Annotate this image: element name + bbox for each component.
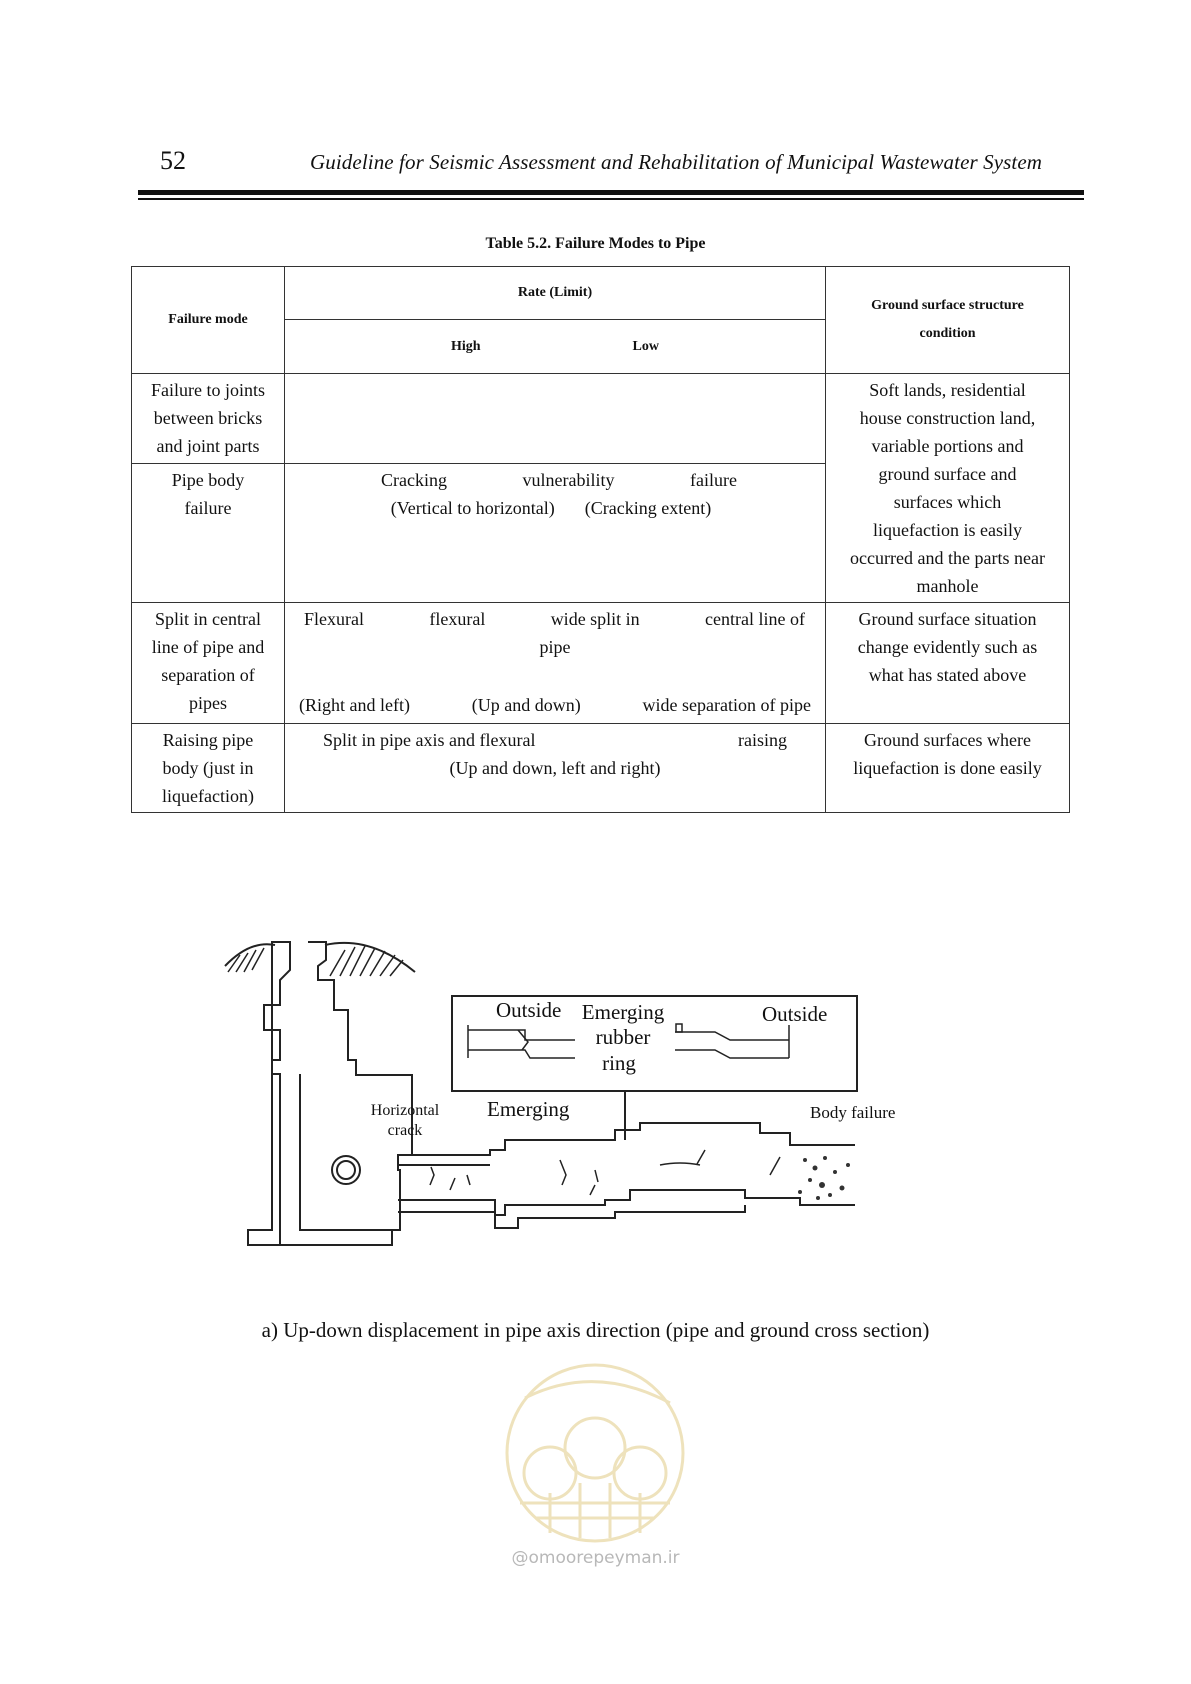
rate-cell	[285, 724, 826, 813]
rate-cell	[285, 603, 826, 724]
label-emerging-rubber: Emerging	[581, 1000, 665, 1024]
mode-line: Failure to joints	[151, 380, 265, 400]
mode-line: separation of	[161, 665, 255, 685]
mode-line: line of pipe and	[151, 637, 265, 657]
rate-word: vulnerability	[522, 469, 615, 490]
header-ground-line: Ground surface structure	[871, 298, 1024, 313]
rate-word: Split in pipe axis and flexural	[323, 730, 536, 750]
header-rule	[138, 190, 1084, 195]
ground-line: what has stated above	[868, 665, 1027, 685]
rate-bottom: wide separation of pipe	[642, 695, 811, 715]
ground-line: liquefaction is done easily	[853, 758, 1042, 778]
header-ground-condition	[826, 267, 1070, 374]
mode-cell	[132, 463, 285, 602]
rate-word: Flexural	[304, 609, 364, 629]
label-horizontal-crack: Horizontal	[370, 1102, 440, 1119]
rate-bottom: (Right and left)	[299, 695, 410, 715]
rate-sub: (Up and down, left and right)	[449, 758, 661, 778]
body-failure-rubble	[798, 1156, 850, 1200]
manhole-left-wall	[248, 942, 290, 1245]
mode-cell	[132, 374, 285, 464]
rate-cell-empty	[285, 374, 826, 464]
mode-cell	[132, 603, 285, 724]
header-high: High	[450, 338, 481, 354]
label-emerging-rubber: rubber	[595, 1025, 651, 1049]
rate-word: Cracking	[381, 469, 447, 490]
rate-sub: (Cracking extent)	[584, 497, 712, 518]
page-number: 52	[160, 146, 186, 175]
pipe-cracks	[430, 1150, 780, 1195]
manhole-circle-inner	[337, 1161, 355, 1179]
rate-bottom: (Up and down)	[471, 695, 581, 715]
ground-line: change evidently such as	[857, 637, 1038, 657]
mode-cell	[132, 724, 285, 813]
mode-line: liquefaction)	[162, 786, 254, 806]
mode-line: body (just in	[162, 758, 254, 778]
ground-line: manhole	[916, 576, 979, 596]
watermark-seal	[480, 1353, 710, 1543]
ground-cell	[826, 724, 1070, 813]
header-high-low	[285, 320, 826, 374]
label-emerging-rubber: ring	[602, 1051, 636, 1075]
failure-modes-table	[131, 266, 1070, 813]
mode-line: and joint parts	[156, 436, 260, 456]
pipe-top-line	[398, 1123, 855, 1155]
manhole-inner-wall	[300, 1074, 392, 1230]
label-outside-left: Outside	[496, 998, 562, 1022]
header-failure-mode: Failure mode	[132, 267, 285, 374]
pipe-bottom-outer	[398, 1205, 745, 1228]
ground-hatch	[225, 944, 275, 966]
rate-sub: (Vertical to horizontal)	[390, 497, 555, 518]
rate-word: central line of	[705, 609, 805, 629]
header-low: Low	[632, 338, 659, 354]
ground-line: ground surface and	[878, 464, 1017, 484]
ground-line: Ground surface situation	[858, 609, 1037, 629]
figure-caption: a) Up-down displacement in pipe axis direction (pipe and ground cross section)	[261, 1318, 930, 1342]
ground-line: Soft lands, residential	[869, 380, 1026, 400]
ground-line: surfaces which	[893, 492, 1002, 512]
header-rate: Rate (Limit)	[285, 267, 826, 320]
rate-word: wide split in	[550, 609, 640, 629]
label-horizontal-crack: crack	[387, 1122, 423, 1139]
ground-line: Ground surfaces where	[864, 730, 1031, 750]
header-ground-line: condition	[919, 326, 976, 341]
rate-cell	[285, 463, 826, 602]
label-body-failure: Body failure	[810, 1103, 896, 1122]
rate-word: failure	[690, 469, 737, 490]
inset-left-joint	[468, 1025, 575, 1058]
pipe-cross-section-figure	[0, 920, 1191, 1270]
ground-cell	[826, 374, 1070, 603]
ground-hatching	[228, 946, 403, 976]
mode-line: Pipe body	[171, 469, 245, 490]
ground-cell	[826, 603, 1070, 724]
rate-word: raising	[738, 730, 787, 750]
ground-line: occurred and the parts near	[850, 548, 1045, 568]
ground-line: house construction land,	[859, 408, 1036, 428]
watermark-text: @omoorepeyman.ir	[511, 1548, 680, 1568]
rate-word: flexural	[429, 609, 486, 629]
table-caption: Table 5.2. Failure Modes to Pipe	[485, 235, 706, 252]
mode-line: Split in central	[155, 609, 261, 629]
mode-line: failure	[184, 497, 232, 518]
running-title: Guideline for Seismic Assessment and Rehabilitation of Municipal Wastewater System	[310, 150, 1043, 174]
mode-line: between bricks	[153, 408, 263, 428]
rate-word: pipe	[539, 637, 571, 657]
label-outside-right: Outside	[762, 1002, 828, 1026]
mode-line: pipes	[189, 693, 227, 713]
mode-line: Raising pipe	[162, 730, 254, 750]
inset-right-joint	[675, 1024, 789, 1058]
header-rule-thin	[138, 198, 1084, 200]
ground-line: liquefaction is easily	[873, 520, 1022, 540]
ground-line: variable portions and	[871, 436, 1024, 456]
label-emerging: Emerging	[487, 1097, 570, 1121]
